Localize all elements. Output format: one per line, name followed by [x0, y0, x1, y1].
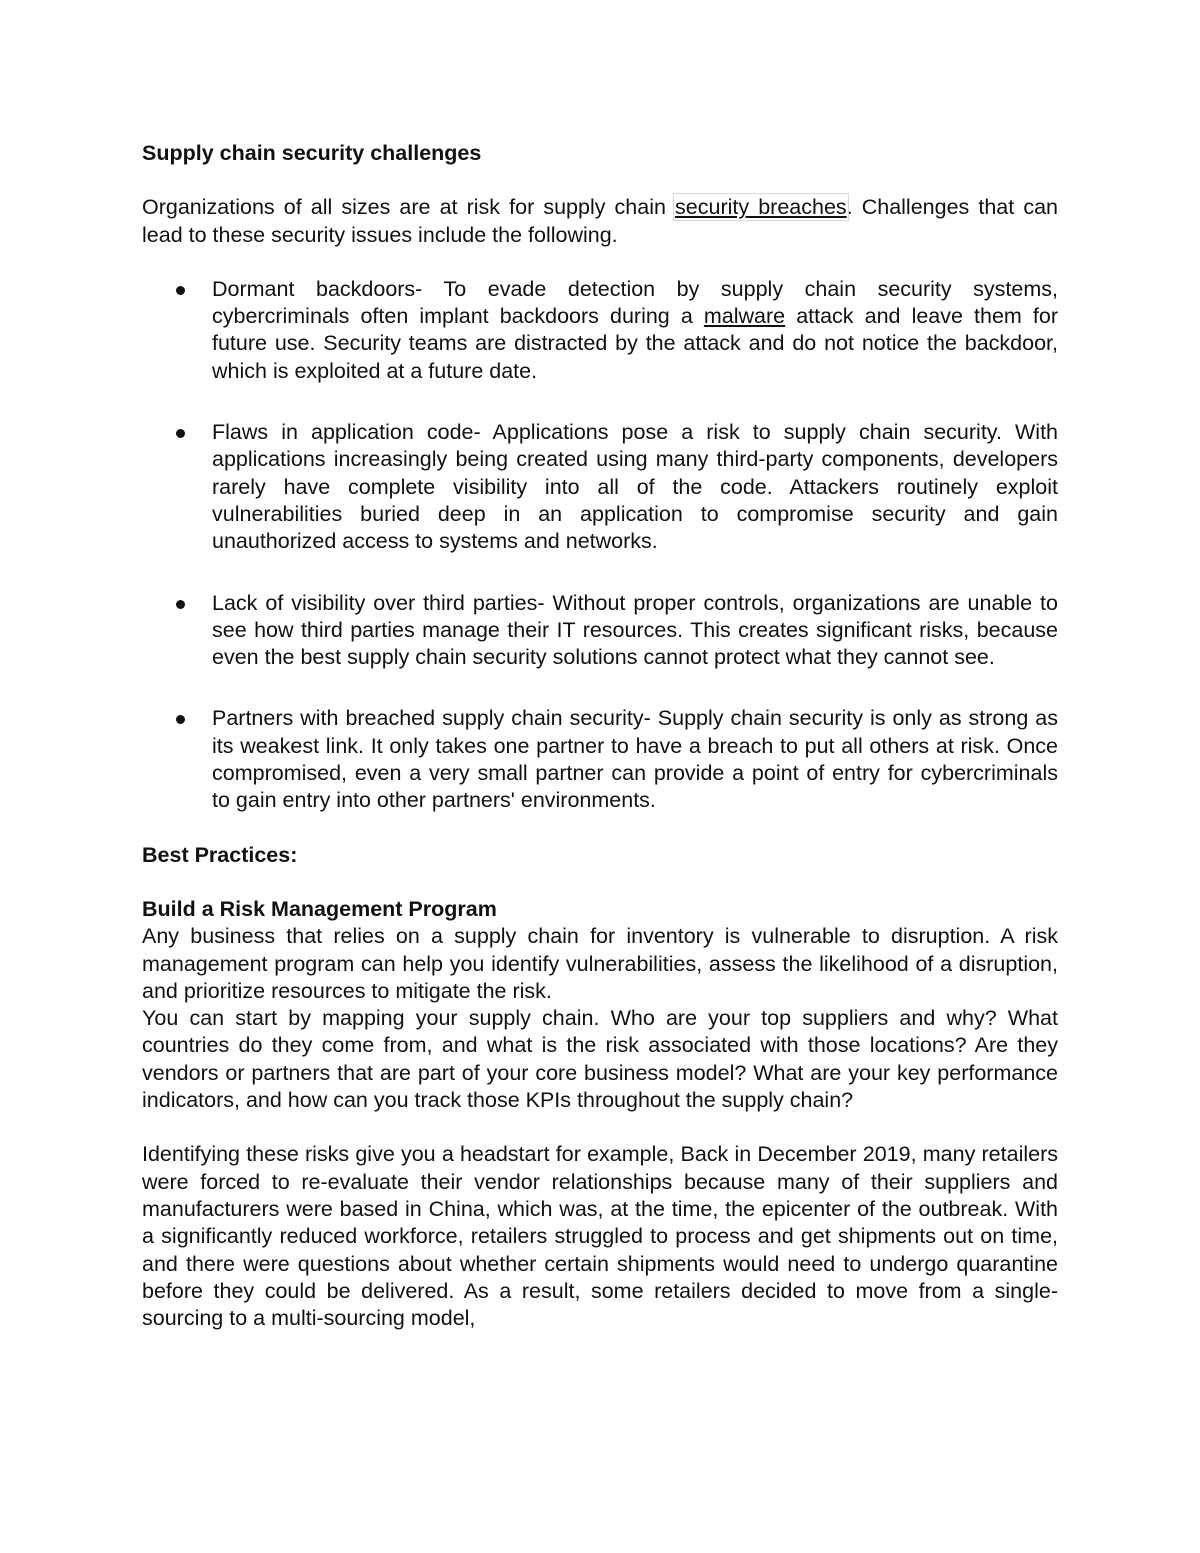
intro-paragraph	[142, 194, 1058, 249]
paragraph-mapping: You can start by mapping your supply chain. Who are your top suppliers and why? What countries do they come from, and what is the risk associated with those locations? Are they vendors or partners that are part of your core business model? What are your key performance indicators, and how can you track those KPIs throughout the supply chain?	[142, 1006, 1058, 1113]
intro-text-after: . Challenges that can lead to these security issues include the following.	[142, 195, 1058, 247]
list-item-text: Partners with breached supply chain security- Supply chain security is only as strong as its weakest link. It only takes one partner to have a breach to put all others at risk. Once compromised, even a very small partner can provide a point of entry for cybercriminals to gain entry into other partners' environments.	[212, 706, 1058, 813]
list-item-flaws-application-code	[142, 419, 1058, 555]
paragraph-risk-program: Any business that relies on a supply chain for inventory is vulnerable to disruption. A risk management program can help you identify vulnerabilities, assess the likelihood of a disruption, and prioritize resources to mitigate the risk.	[142, 924, 1058, 1003]
paragraph-identifying-risks: Identifying these risks give you a headstart for example, Back in December 2019, many retailers were forced to re-evaluate their vendor relationships because many of their suppliers and manufacturers were based in China, which was, at the time, the epicenter of the outbreak. With a significantly reduced workforce, retailers struggled to process and get shipments out on time, and there were questions about whether certain shipments would need to undergo quarantine before they could be delivered. As a result, some retailers decided to move from a single-sourcing to a multi-sourcing model,	[142, 1142, 1058, 1331]
challenges-list	[142, 276, 1058, 815]
bullet-icon	[176, 286, 185, 295]
bullet-icon	[176, 715, 185, 724]
list-item-text: Dormant backdoors- To evade detection by supply chain security systems, cybercriminals often implant backdoors during a	[212, 276, 1058, 329]
list-item-text: Flaws in application code- Applications pose a risk to supply chain security. With applications increasingly being created using many third-party components, developers rarely have complete visibility into all of the code. Attackers routinely exploit vulnerabilities buried deep in an application to compromise security and gain unauthorized access to systems and networks.	[212, 420, 1058, 554]
list-item-dormant-backdoors	[142, 276, 1058, 385]
intro-text: Organizations of all sizes are at risk for supply chain	[142, 195, 676, 220]
bullet-icon	[176, 600, 185, 609]
list-item-text-after: attack and leave them for future use. Security teams are distracted by the attack and do not notice the backdoor, which is exploited at a future date.	[212, 304, 1059, 383]
document-body	[142, 140, 1058, 1332]
malware-link[interactable]: malware	[703, 304, 786, 329]
bullet-icon	[176, 429, 185, 438]
list-item-text: Lack of visibility over third parties- Without proper controls, organizations are unable to see how third parties manage their IT resources. This creates significant risks, because even the best supply chain security solutions cannot protect what they cannot see.	[212, 590, 1058, 670]
section-heading-challenges: Supply chain security challenges	[142, 141, 482, 165]
list-item-breached-partners	[142, 705, 1058, 814]
list-item-lack-of-visibility	[142, 590, 1058, 672]
subheading-risk-management: Build a Risk Management Program	[142, 896, 497, 921]
security-breaches-link[interactable]: security breaches	[675, 195, 847, 220]
section-heading-best-practices: Best Practices:	[142, 842, 298, 867]
